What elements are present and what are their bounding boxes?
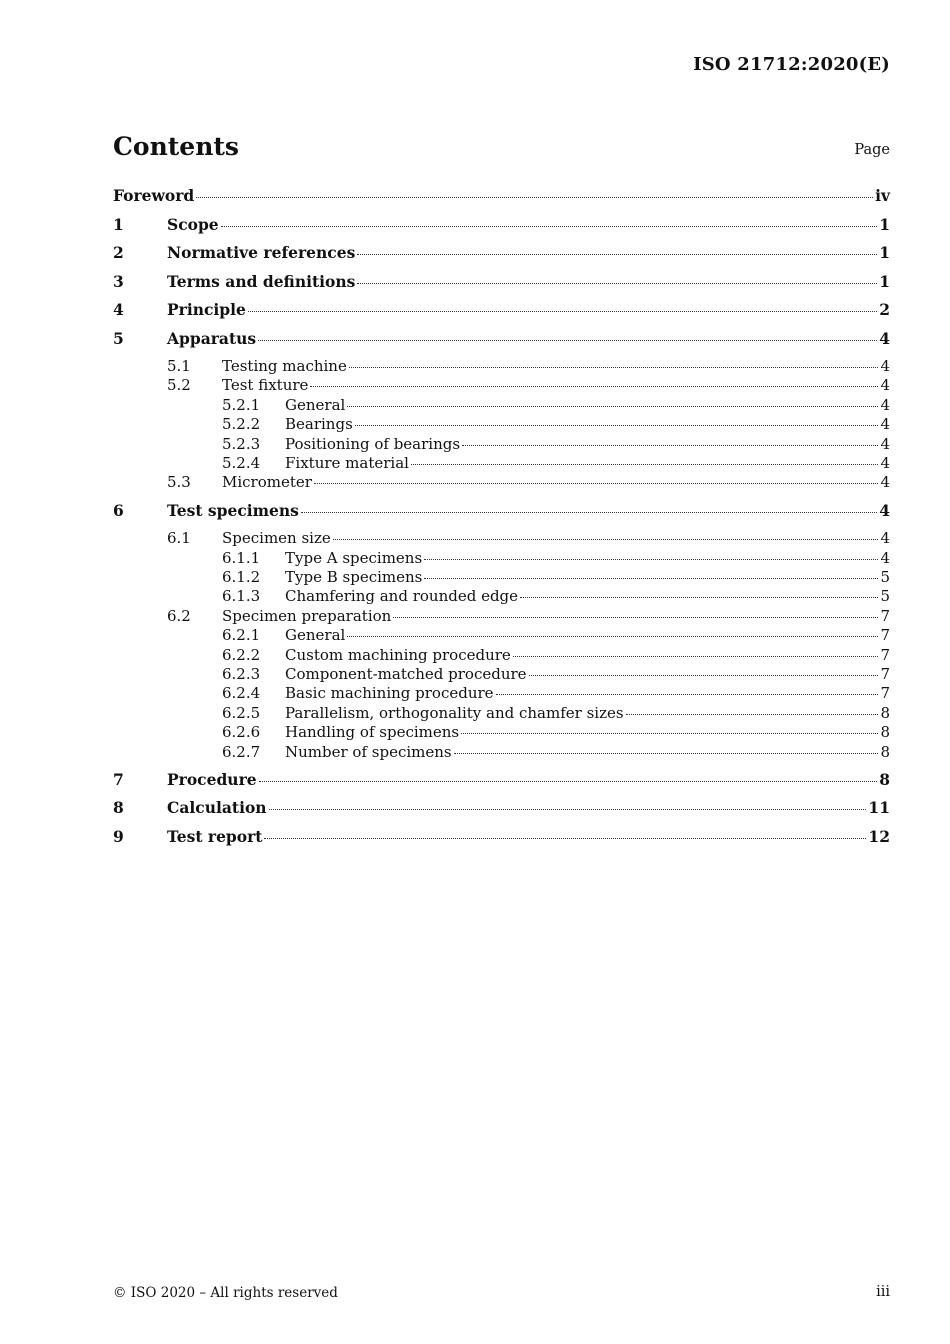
toc-entry-number: 6.2.4 (222, 684, 261, 703)
toc-entry-page[interactable]: 7 (880, 626, 890, 645)
toc-entry[interactable] (113, 396, 890, 415)
toc-entry-number: 3 (113, 271, 124, 291)
toc-entry-page[interactable]: 7 (880, 684, 890, 703)
toc-dot-leader (461, 733, 878, 734)
toc-entry-page[interactable]: iv (875, 186, 890, 205)
toc-entry-number: 6.2.3 (222, 664, 261, 683)
toc-entry-page[interactable]: 2 (879, 300, 890, 319)
toc-entry-page[interactable]: 8 (880, 703, 890, 722)
toc-entry-page[interactable]: 11 (868, 798, 890, 818)
toc-dot-leader (301, 512, 877, 513)
toc-entry-number: 6.2.7 (222, 742, 261, 761)
toc-entry[interactable] (113, 300, 890, 329)
footer-page-number: iii (876, 1284, 890, 1300)
toc-dot-leader (221, 226, 878, 227)
toc-entry[interactable] (113, 568, 890, 587)
toc-dot-leader (196, 197, 873, 198)
toc-entry-title[interactable]: Positioning of bearings (285, 434, 461, 453)
toc-entry-number: 7 (113, 769, 124, 789)
toc-entry[interactable] (113, 704, 890, 723)
toc-dot-leader (333, 539, 879, 540)
toc-entry[interactable] (113, 607, 890, 626)
toc-entry-number: 5.2.2 (222, 415, 261, 434)
toc-entry-page[interactable]: 12 (868, 826, 890, 846)
toc-entry-title[interactable]: Number of specimens (285, 742, 452, 761)
toc-dot-leader (424, 578, 878, 579)
toc-entry-number: 6.1 (167, 529, 191, 548)
toc-entry-page[interactable]: 4 (880, 453, 890, 472)
toc-dot-leader (259, 781, 878, 782)
toc-entry-page[interactable]: 4 (880, 434, 890, 453)
toc-entry[interactable] (113, 501, 890, 530)
toc-entry-title[interactable]: Test fixture (222, 376, 309, 395)
toc-dot-leader (347, 636, 878, 637)
toc-entry-number: 6.1.1 (222, 548, 261, 567)
toc-dot-leader (269, 809, 867, 810)
toc-entry-number: 1 (113, 214, 124, 234)
toc-entry-number: 4 (113, 300, 124, 319)
toc-entry-page[interactable]: 4 (880, 357, 890, 375)
toc-entry[interactable] (113, 272, 890, 301)
toc-entry-page[interactable]: 4 (880, 376, 890, 395)
document-id: ISO 21712:2020(E) (693, 54, 890, 75)
toc-dot-leader (393, 617, 878, 618)
toc-entry-number: 6.2.5 (222, 703, 261, 722)
toc-entry[interactable] (113, 770, 890, 799)
toc-dot-leader (314, 483, 879, 484)
toc-entry-title[interactable]: Test specimens (167, 500, 299, 520)
toc-entry[interactable] (113, 454, 890, 473)
toc-dot-leader (496, 694, 879, 695)
toc-dot-leader (357, 254, 877, 255)
toc-entry[interactable] (113, 665, 890, 684)
toc-entry-page[interactable]: 8 (879, 769, 890, 789)
toc-entry-number: 5.2.3 (222, 434, 261, 453)
toc-entry-title[interactable]: Fixture material (285, 453, 409, 472)
toc-entry-title[interactable]: Specimen size (222, 529, 331, 548)
toc-entry[interactable] (113, 587, 890, 606)
toc-dot-leader (349, 367, 879, 368)
toc-entry-number: 6 (113, 500, 124, 520)
toc-entry-page[interactable]: 4 (880, 415, 890, 434)
toc-entry-number: 2 (113, 243, 124, 262)
toc-entry-page[interactable]: 1 (879, 271, 890, 291)
toc-entry-page[interactable]: 8 (880, 723, 890, 742)
toc-entry-number: 5 (113, 328, 124, 348)
toc-entry-page[interactable]: 5 (880, 568, 890, 587)
toc-entry-page[interactable]: 4 (879, 328, 890, 348)
toc-entry-title[interactable]: Type A specimens (285, 548, 423, 567)
toc-entry-title[interactable]: Custom machining procedure (285, 645, 511, 664)
toc-entry-page[interactable]: 4 (880, 473, 890, 492)
toc-entry-page[interactable]: 1 (879, 214, 890, 234)
toc-entry-title[interactable]: Parallelism, orthogonality and chamfer sizes (285, 703, 624, 722)
toc-entry-title[interactable]: Normative references (167, 243, 356, 262)
toc-entry-title[interactable]: Testing machine (222, 357, 347, 375)
toc-entry[interactable] (113, 329, 890, 358)
toc-entry[interactable] (113, 186, 890, 215)
toc-dot-leader (520, 597, 878, 598)
toc-entry-page[interactable]: 5 (880, 587, 890, 606)
toc-entry-page[interactable]: 7 (880, 645, 890, 664)
toc-entry[interactable] (113, 376, 890, 395)
toc-entry-number: 6.2.1 (222, 626, 261, 645)
toc-entry[interactable] (113, 798, 890, 827)
toc-entry[interactable] (113, 473, 890, 492)
toc-dot-leader (462, 445, 878, 446)
toc-dot-leader (454, 753, 879, 754)
toc-entry-title[interactable]: Basic machining procedure (285, 684, 494, 703)
toc-entry-page[interactable]: 7 (880, 664, 890, 683)
toc-entry[interactable] (113, 415, 890, 434)
toc-entry-page[interactable]: 4 (880, 529, 890, 548)
toc-entry[interactable] (113, 684, 890, 703)
toc-entry-number: 5.2.1 (222, 395, 261, 414)
toc-dot-leader (626, 714, 879, 715)
toc-dot-leader (355, 425, 879, 426)
toc-entry-number: 6.1.3 (222, 587, 261, 606)
toc-entry-title[interactable]: Specimen preparation (222, 606, 392, 625)
toc-entry-title[interactable]: Test report (167, 826, 263, 846)
toc-entry-title[interactable]: Calculation (167, 798, 267, 818)
toc-entry-title[interactable]: General (285, 626, 346, 645)
toc-entry[interactable] (113, 723, 890, 742)
toc-entry-page[interactable]: 4 (880, 395, 890, 414)
toc-entry-title[interactable]: General (285, 395, 346, 414)
toc-entry-title[interactable]: Handling of specimens (285, 723, 460, 742)
toc-entry[interactable] (113, 215, 890, 244)
toc-entry[interactable] (113, 743, 890, 762)
toc-entry-number: 5.2 (167, 376, 191, 395)
toc-entry-title[interactable]: Procedure (167, 769, 257, 789)
toc-entry[interactable] (113, 626, 890, 645)
toc-entry-number: 5.3 (167, 473, 191, 492)
toc-dot-leader (258, 340, 877, 341)
toc-entry-title[interactable]: Terms and definitions (167, 271, 356, 291)
toc-entry[interactable] (113, 827, 890, 856)
toc-entry-number: 6.2.2 (222, 645, 261, 664)
toc-dot-leader (424, 559, 878, 560)
toc-entry-title[interactable]: Component-matched procedure (285, 664, 527, 683)
contents-title: Contents (113, 132, 240, 161)
toc-dot-leader (411, 464, 879, 465)
toc-entry-page[interactable]: 4 (879, 500, 890, 520)
toc-entry-title[interactable]: Bearings (285, 415, 353, 434)
toc-entry-title[interactable]: Type B specimens (285, 568, 423, 587)
toc-entry-number: 9 (113, 826, 124, 846)
toc-entry-number: 6.2 (167, 606, 191, 625)
toc-entry-page[interactable]: 1 (879, 243, 890, 262)
table-of-contents (113, 186, 890, 855)
page-column-label: Page (854, 142, 890, 158)
toc-entry-number: 8 (113, 798, 124, 818)
toc-entry[interactable] (113, 549, 890, 568)
footer-copyright: © ISO 2020 – All rights reserved (113, 1285, 338, 1301)
toc-entry-title[interactable]: Scope (167, 214, 219, 234)
toc-entry[interactable] (113, 435, 890, 454)
toc-entry[interactable] (113, 357, 890, 376)
toc-dot-leader (310, 386, 878, 387)
toc-entry-page[interactable]: 7 (880, 606, 890, 625)
toc-entry-title[interactable]: Apparatus (167, 328, 257, 348)
toc-entry-number: 5.1 (167, 357, 191, 375)
toc-dot-leader (347, 406, 878, 407)
toc-dot-leader (529, 675, 879, 676)
toc-entry-title[interactable]: Chamfering and rounded edge (285, 587, 519, 606)
toc-entry[interactable] (113, 243, 890, 272)
toc-entry-number: 6.2.6 (222, 723, 261, 742)
toc-dot-leader (357, 283, 877, 284)
toc-entry-title[interactable]: Foreword (113, 186, 195, 205)
toc-dot-leader (248, 311, 877, 312)
toc-entry-page[interactable]: 4 (880, 548, 890, 567)
toc-entry[interactable] (113, 529, 890, 548)
toc-entry-number: 5.2.4 (222, 453, 261, 472)
toc-entry-page[interactable]: 8 (880, 742, 890, 761)
toc-dot-leader (513, 656, 879, 657)
toc-entry-title[interactable]: Principle (167, 300, 246, 319)
toc-entry-number: 6.1.2 (222, 568, 261, 587)
toc-entry-title[interactable]: Micrometer (222, 473, 312, 492)
toc-dot-leader (264, 838, 866, 839)
toc-entry[interactable] (113, 646, 890, 665)
